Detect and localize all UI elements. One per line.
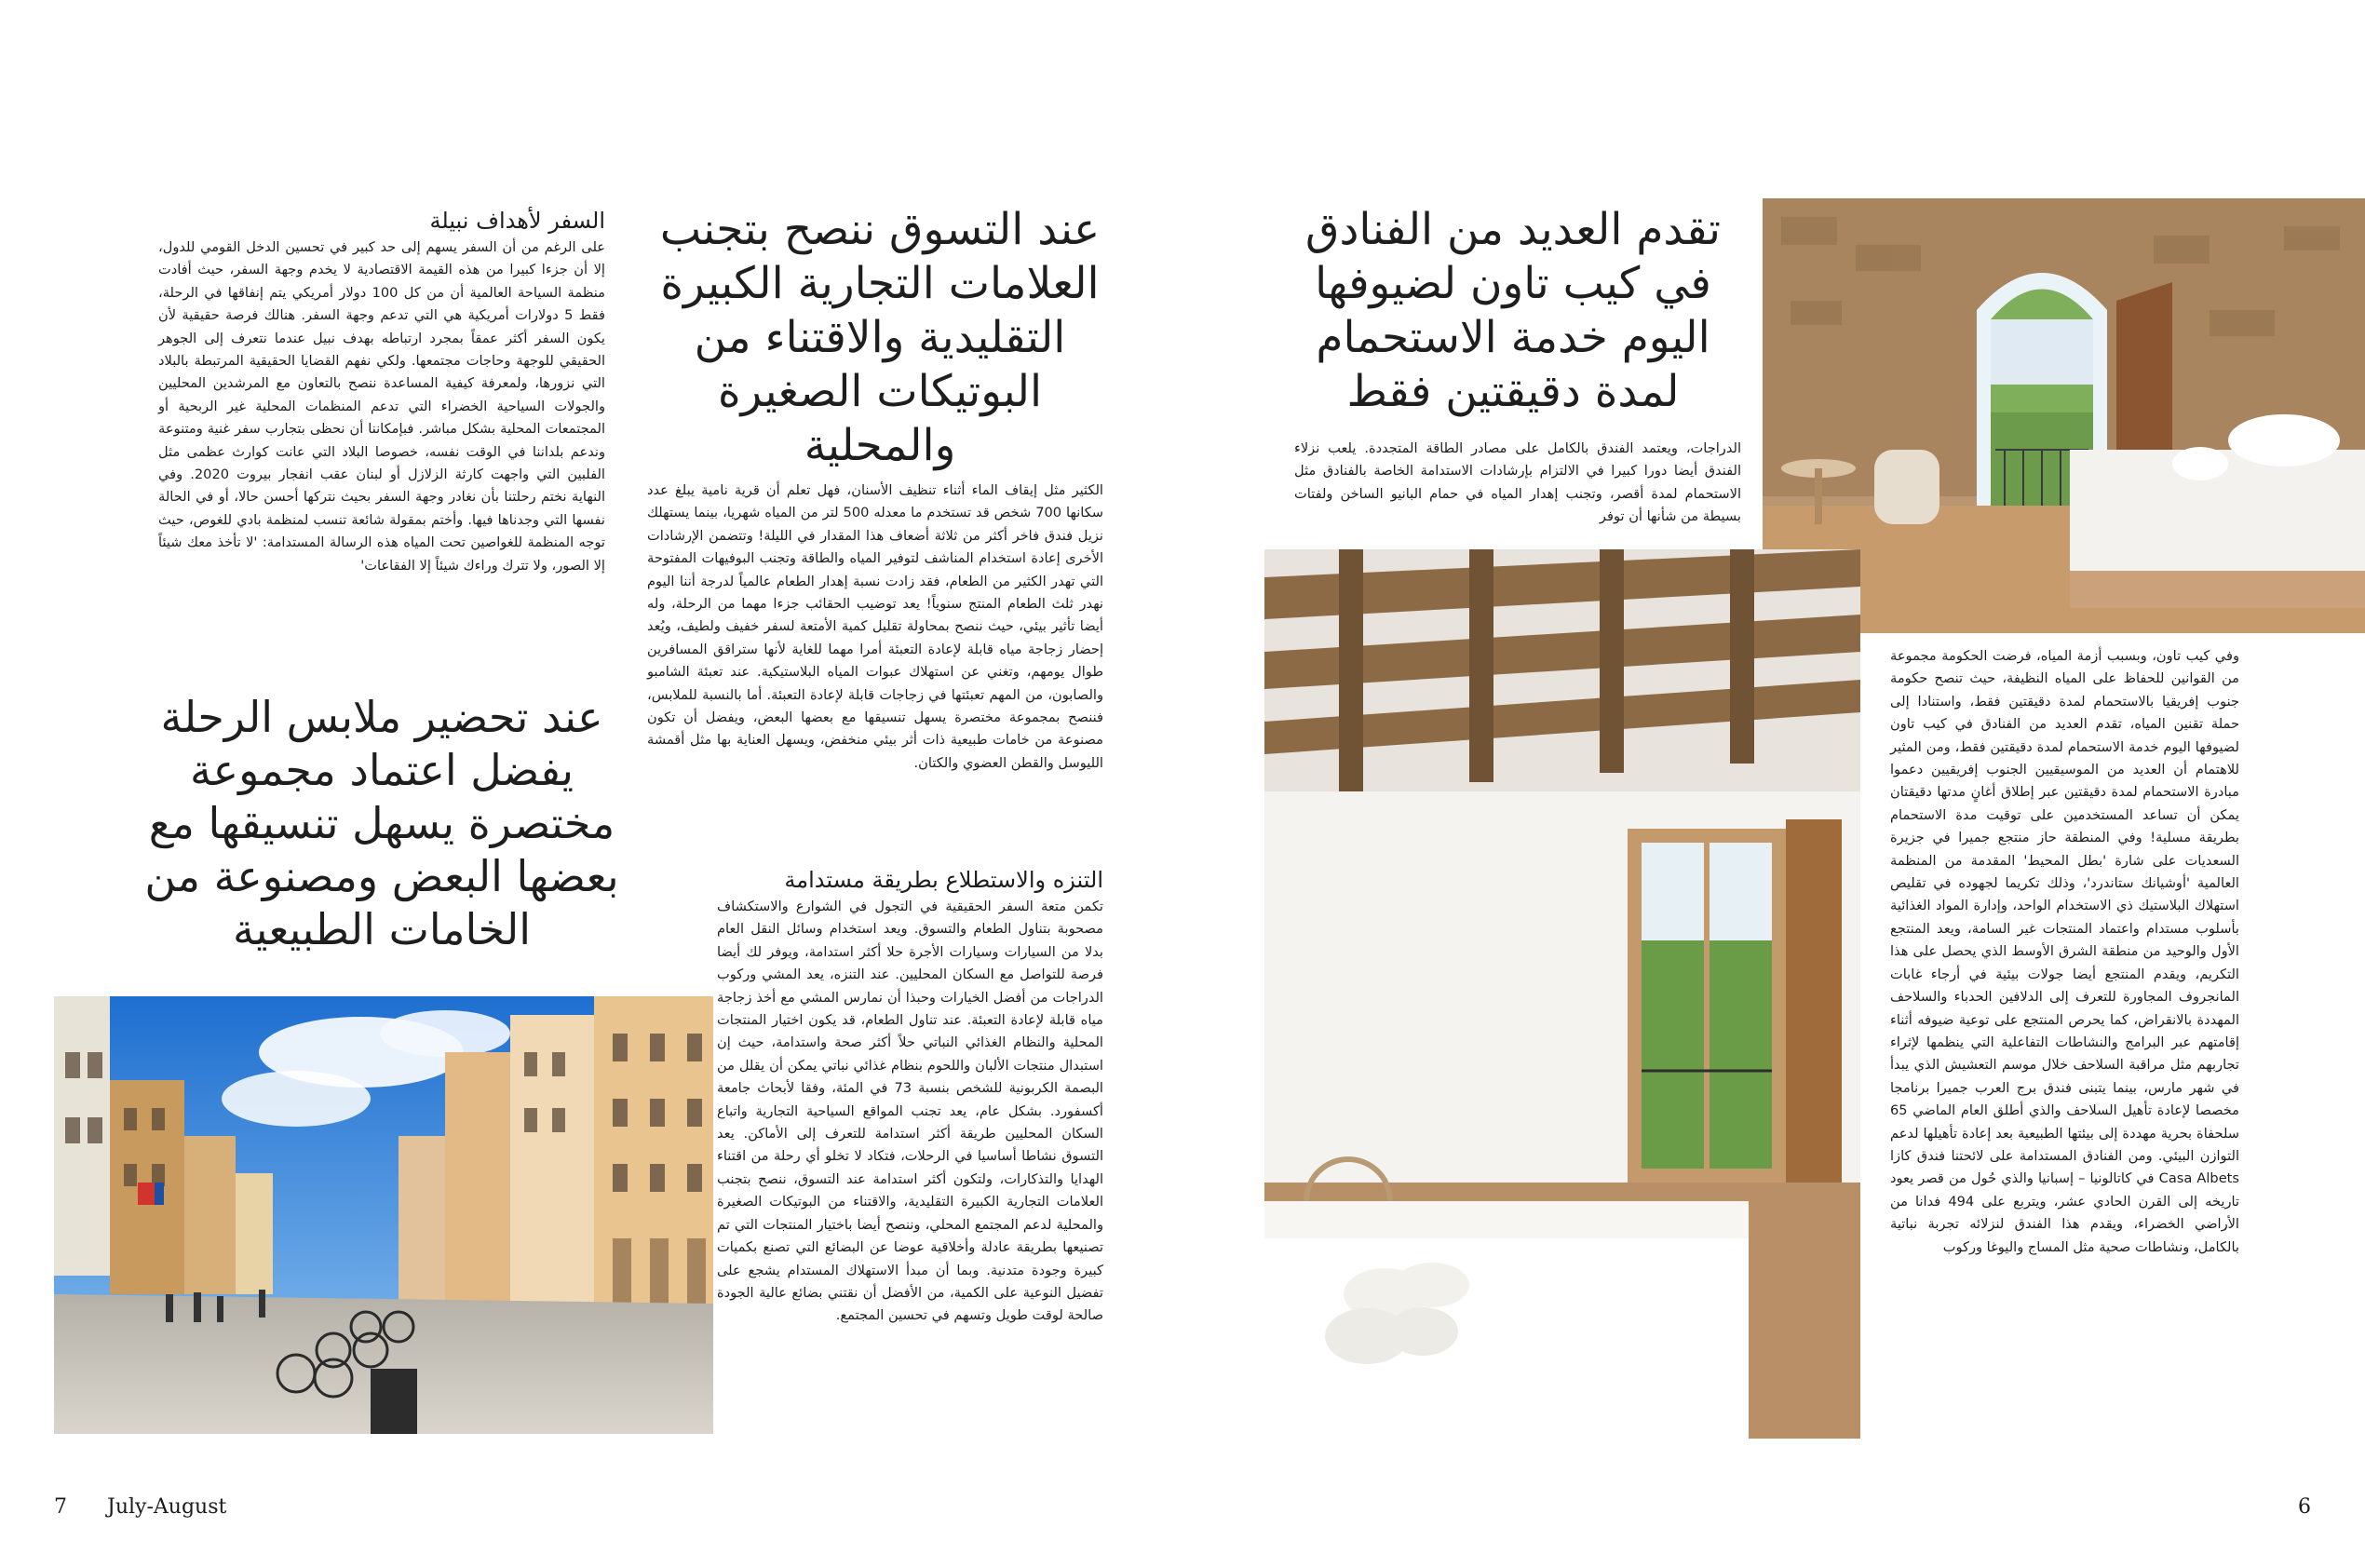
pull-quote-packing: عند تحضير ملابس الرحلة يفضل اعتماد مجموعة مختصرة يسهل تنسيقها مع بعضها البعض ومصنوعة من الخامات الطبيعية: [144, 692, 619, 954]
paragraph: وفي كيب تاون، وبسبب أزمة المياه، فرضت الحكومة مجموعة من القوانين للحفاظ على المياه النظيفة، حيث تنصح حكومة جنوب إفريقيا بالاستحمام لمدة دقيقتين فقط، واستنادا إلى حملة تقنين المياه، تقدم العديد من الفنادق في كيب تاون لضيوفها اليوم خدمة الاستحمام لمدة دقيقتين فقط، ومن المثير للاهتمام أن العديد من الموسيقيين الجنوب إفريقيين دعموا مبادرة الاستحمام لمدة دقيقتين عبر إطلاق أغانٍ مدتها دقيقتان يمكن أن تساعد المستخدمين على توقيت مدة الاستحمام بطريقة مسلية! وفي المنطقة حاز منتجع جميرا في جزيرة السعديات على شارة 'بطل المحيط' المقدمة من المنظمة العالمية 'أوشيانك ستاندرد'، وذلك تكريما لجهوده في تقليص استهلاك البلاستيك ذي الاستخدام الواحد، وإدارة المواد الغذائية بأسلوب مستدام واعتماد المنتجات غير السامة، ويعد المنتجع الأول والوحيد من منطقة الشرق الأوسط الذي يحصل على هذا التكريم، ويقدم المنتجع أيضا جولات بيئية في أرجاء غابات المانجروف المجاورة للتعرف إلى الدلافين الحدباء والسلاحف المهددة بالانقراض، كما يحرص المنتجع على توعية ضيوفه أثناء إقامتهم عبر البرامج والنشاطات التفاعلية التي ينظمها لإثراء تجاربهم مثل مراقبة السلاحف خلال موسم التعشيش الذي يبدأ في شهر مارس، بينما يتبنى فندق برج العرب جميرا برنامجا مخصصا لإعادة تأهيل السلاحف والذي أطلق العام الماضي 65 سلحفاة بحرية مهددة إلى بيئتها الطبيعية بعد إعادة تأهيلها لدعم التوازن البيئي. ومن الفنادق المستدامة على لائحتنا فندق كازا Casa Albets في كاتالونيا – إسبانيا والذي حُول من قصر يعود تاريخه إلى القرن الحادي عشر، ويتربع على 494 فدانا من الأراضي الخضراء، ويقدم هذا الفندق لنزلائه تجربة نباتية بالكامل، ونشاطات صحية مثل المساج واليوغا وركوب: [1890, 648, 2240, 1255]
paragraph: الكثير مثل إيقاف الماء أثناء تنظيف الأسنان، فهل تعلم أن قرية نامية يبلغ عدد سكانها 700 شخص قد تستخدم ما معدله 500 لتر من المياه شهريا، بينما يستهلك نزيل فندق فاخر أكثر من ثلاثة أضعاف هذا المقدار في الليلة! وتتضمن الإرشادات الأخرى إعادة استخدام المناشف لتوفير المياه والطاقة وتجنب البوفيهات المفتوحة التي تهدر الكثير من الطعام، فقد زادت نسبة إهدار الطعام عالمياً لدرجة أننا اليوم نهدر ثلث الطعام المنتج سنوياً! يعد توضيب الحقائب جزءا مهما من الرحلة، وله أيضا تأثير بيئي، حيث ننصح بمحاولة تقليل كمية الأمتعة لسفر خفيف ولطيف، ويُعد إحضار زجاجة مياه قابلة لإعادة التعبئة أمرا مهما للغاية لأنها ستراقق المسافرين طوال يومهم، وتغني عن استهلاك عبوات المياه البلاستيكية. عند تعبئة الشامبو والصابون، من المهم تعبئتها في زجاجات قابلة لإعادة التعبئة. أما بالنسبة للملابس، فننصح بمجموعة مختصرة يسهل تنسيقها مع بعضها البعض، ويفضل أن تكون مصنوعة من خامات طبيعية ذات أثر بيئي منخفض، ويسهل العناية بها مثل أقمشة الليوسل والقطن العضوي والكتان.: [647, 482, 1104, 771]
section-heading-sustainable-outings: التنزه والاستطلاع بطريقة مستدامة: [784, 867, 1103, 893]
hotel-room-photo-2: [1264, 549, 1860, 1439]
column-middle-top: [647, 480, 1103, 775]
paragraph: تكمن متعة السفر الحقيقية في التجول في الشوارع والاستكشاف مصحوبة بتناول الطعام والتسوق. ويعد استخدام وسائل النقل العام بدلا من السيارات وسيارات الأجرة حلا أكثر استدامة، ويوفر لك أيضا فرصة للتواصل مع السكان المحليين. عند التنزه، يعد المشي وركوب الدراجات من أفضل الخيارات وحبذا أن نمارس المشي مع أخذ زجاجة مياه قابلة لإعادة التعبئة. عند تناول الطعام، قد يكون اختيار المنتجات المحلية والنظام الغذائي النباتي حلاً أكثر صحة واستدامة، حيث إن استبدال منتجات الألبان واللحوم بنظام غذائي نباتي يمكن أن يقلل من البصمة الكربونية للشخص بنسبة 73 في المئة، وفقا لأبحاث جامعة أكسفورد. بشكل عام، يعد تجنب المواقع السياحية التجارية واتباع السكان المحليين طريقة أكثر استدامة للتعرف إلى الأماكن. يعد التسوق نشاطا أساسيا في الرحلات، فتكاد لا تخلو أي رحلة من اقتناء الهدايا والتذكارات، ولتكون أكثر استدامة عند التسوق، ننصح بتجنب العلامات التجارية الكبيرة التقليدية، والاقتناء من البوتيكات الصغيرة والمحلية لدعم المجتمع المحلي، وننصح أيضا باختيار المنتجات التي تم تصنيعها بطريقة عادلة وأخلاقية عوضا عن البضائع التي تصنع بكميات كبيرة وجودة متدنية. وبما أن مبدأ الاستهلاك المستدام يشجع على تفضيل النوعية على الكمية، من الأفضل أن نقتني بضائع عالية الجودة صالحة لوقت طويل وتسهم في تحسين المجتمع.: [717, 899, 1103, 1324]
pull-quote-cape-town: تقدم العديد من الفنادق في كيب تاون لضيوفها اليوم خدمة الاستحمام لمدة دقيقتين فقط: [1305, 204, 1721, 417]
pull-quote-shopping: عند التسوق ننصح بتجنب العلامات التجارية الكبيرة التقليدية والاقتناء من البوتيكات الصغيرة والمحلية: [659, 204, 1101, 471]
section-body-sustainable-outings: [717, 896, 1103, 1328]
section-heading-noble-travel: السفر لأهداف نبيلة: [429, 208, 605, 234]
issue-label: July-August: [107, 1495, 227, 1519]
page-number-right: 6: [2298, 1495, 2311, 1519]
column-right: [1890, 645, 2239, 1259]
paragraph: على الرغم من أن السفر يسهم إلى حد كبير في تحسين الدخل القومي للدول، إلا أن جزءا كبيرا من هذه القيمة الاقتصادية لا يخدم وجهة السفر، حيث أفادت منظمة السياحة العالمية أن من كل 100 دولار أمريكي يتم إنفاقها في الرحلة، فقط 5 دولارات أمريكية هي التي تدعم وجهة السفر. هنالك فرصة حقيقية لأن يكون السفر أكثر عمقاً بمجرد ارتباطه بهدف نبيل عندما نتعرف إلى الجوهر الحقيقي للوجهة وحاجات مجتمعها. ولكي نفهم القضايا الحقيقية المرتبطة بالبلاد التي نزورها، ولمعرفة كيفية المساعدة ننصح بالتعاون مع المرشدين المحليين والجولات السياحية الخضراء التي تدعم المنظمات المحلية غير الربحية أو المجتمعات المحلية بشكل مباشر. فبإمكاننا أن نحظى بتجارب سفر غنية ومتنوعة وندعم بلداننا في الوقت نفسه، خصوصا البلاد التي عانت كوارث عظمى مثل الفلبين التي واجهت كارثة الزلازل أو لبنان عقب انفجار بيروت 2020. وفي النهاية نختم رحلتنا بأن نغادر وجهة السفر بحيث نتركها أحسن حالا، أو في الحالة نفسها التي وجدناها فيها. وأختم بمقولة شائعة تنسب لمنظمة بادي للغوص، حيث توجه المنظمة للغواصين تحت المياه هذه الرسالة المستدامة: 'لا تأخذ معك شيئاً إلا الصور، ولا تترك وراءك شيئاً إلا الفقاعات': [158, 239, 605, 574]
paragraph: الدراجات، ويعتمد الفندق بالكامل على مصادر الطاقة المتجددة. يلعب نزلاء الفندق أيضا دورا كبيرا في الالتزام بإرشادات الاستدامة الخاصة بالفنادق مثل الاستحمام لمدة أقصر، وتجنب إهدار المياه في حمام البانيو الساخن ولفتات بسيطة من شأنها أن توفر: [1294, 440, 1741, 525]
page-number-left: 7: [54, 1495, 67, 1519]
street-photo: [54, 996, 713, 1434]
section-body-noble-travel: [158, 237, 605, 577]
text-block-hotel: [1294, 438, 1741, 529]
